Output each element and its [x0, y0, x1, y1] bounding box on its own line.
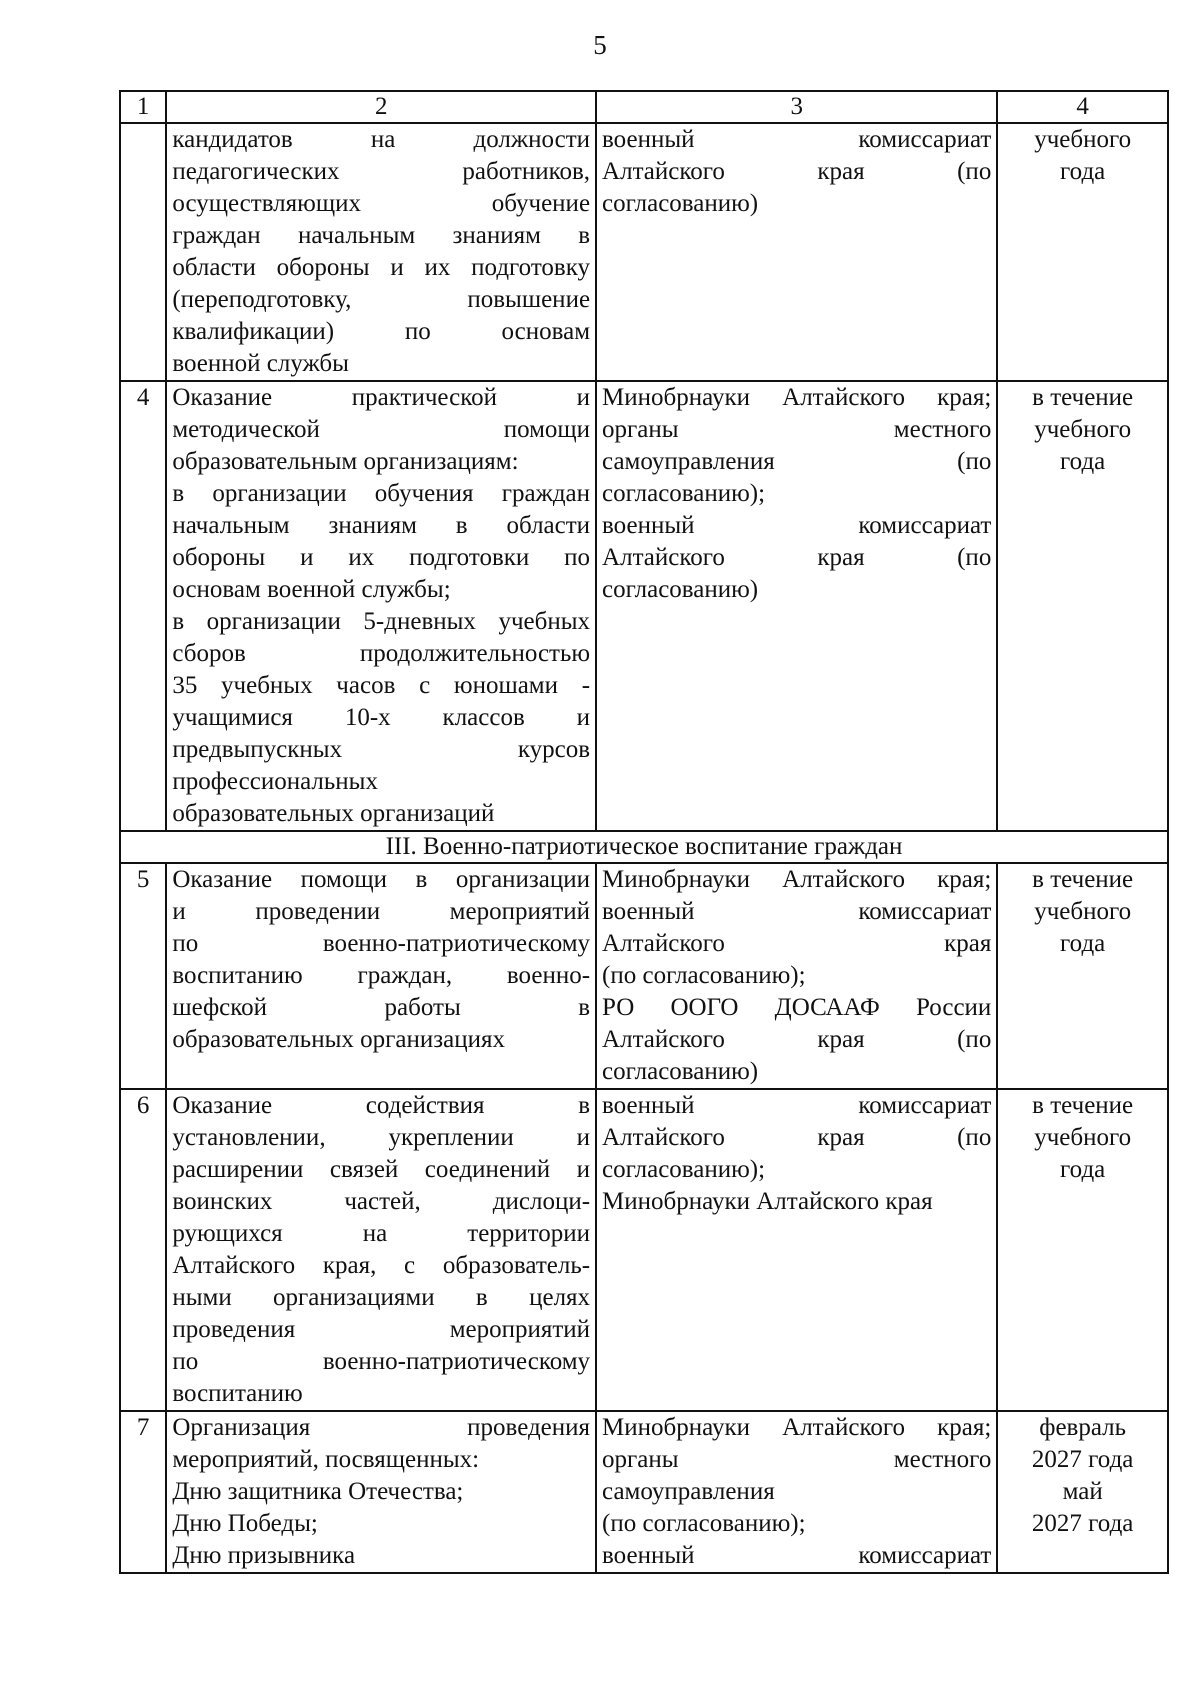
- activity-line: установлении, укреплении и: [172, 1124, 591, 1151]
- activity-line: обороны и их подготовки по: [172, 544, 591, 571]
- term-cell: [997, 863, 1168, 1089]
- row-number-cell: 7: [120, 1411, 166, 1573]
- header-cell-term: 4: [997, 91, 1168, 123]
- responsible-line: (по согласованию);: [602, 1510, 806, 1537]
- responsible-line: военный комиссариат: [602, 1092, 992, 1119]
- activity-line: учащимися 10-х классов и: [172, 704, 591, 731]
- responsible-line: согласованию): [602, 1058, 759, 1085]
- responsible-line: согласованию);: [602, 480, 766, 507]
- row-number-cell: 4: [120, 381, 166, 831]
- activity-cell: [166, 863, 596, 1089]
- responsible-line: согласованию);: [602, 1156, 766, 1183]
- term-cell: [997, 1089, 1168, 1411]
- activity-line: воинских частей, дислоци-: [172, 1188, 591, 1215]
- activity-line: граждан начальным знаниям в: [172, 222, 591, 249]
- term-line: 2027 года: [1031, 1446, 1134, 1473]
- term-cell: [997, 123, 1168, 381]
- term-cell: [997, 381, 1168, 831]
- term-line: учебного: [1034, 1124, 1132, 1151]
- activity-line: образовательных организаций: [172, 800, 495, 827]
- section-heading-row: [120, 831, 1168, 863]
- table-row: [120, 1411, 1168, 1573]
- activity-line: педагогических работников,: [172, 158, 591, 185]
- row-number-cell: [120, 123, 166, 381]
- responsible-line: Минобрнауки Алтайского края;: [602, 1414, 992, 1441]
- activity-line: воспитанию граждан, военно-: [172, 962, 591, 989]
- activity-line: Оказание практической и: [172, 384, 591, 411]
- activity-line: военной службы: [172, 350, 349, 377]
- activity-cell: [166, 1089, 596, 1411]
- term-line: года: [1060, 448, 1106, 475]
- responsible-cell: [596, 863, 997, 1089]
- responsible-cell: [596, 1411, 997, 1573]
- activity-line: кандидатов на должности: [172, 126, 591, 153]
- responsible-line: Алтайского края (по: [602, 158, 992, 185]
- activity-line: в организации 5-дневных учебных: [172, 608, 591, 635]
- term-line: в течение: [1032, 384, 1134, 411]
- responsible-line: Алтайского края (по: [602, 1124, 992, 1151]
- activity-line: сборов продолжительностью: [172, 640, 591, 667]
- responsible-line: РО ООГО ДОСААФ России: [602, 994, 992, 1021]
- term-line: года: [1060, 158, 1106, 185]
- term-line: года: [1060, 1156, 1106, 1183]
- responsible-line: Алтайского края (по: [602, 544, 992, 571]
- activity-line: в организации обучения граждан: [172, 480, 591, 507]
- activity-line: образовательных организациях: [172, 1026, 505, 1053]
- responsible-line: военный комиссариат: [602, 898, 992, 925]
- activity-line: 35 учебных часов с юношами -: [172, 672, 591, 699]
- activity-line: Организация проведения: [172, 1414, 591, 1441]
- activity-line: Алтайского края, с образователь-: [172, 1252, 591, 1279]
- table-row: [120, 1089, 1168, 1411]
- responsible-line: военный комиссариат: [602, 1542, 992, 1569]
- activity-line: образовательным организациям:: [172, 448, 519, 475]
- header-cell-activity: 2: [166, 91, 596, 123]
- activity-line: мероприятий, посвященных:: [172, 1446, 480, 1473]
- responsible-cell: [596, 1089, 997, 1411]
- activity-line: Дню защитника Отечества;: [172, 1478, 464, 1505]
- responsible-line: самоуправления (по: [602, 448, 992, 475]
- responsible-line: согласованию): [602, 576, 759, 603]
- term-line: учебного: [1034, 126, 1132, 153]
- term-line: учебного: [1034, 416, 1132, 443]
- activity-cell: [166, 123, 596, 381]
- responsible-line: (по согласованию);: [602, 962, 806, 989]
- plan-table-body: [120, 91, 1168, 1573]
- activity-line: Дню призывника: [172, 1542, 356, 1569]
- activity-line: квалификации) по основам: [172, 318, 591, 345]
- activity-line: профессиональных: [172, 768, 378, 795]
- responsible-line: Минобрнауки Алтайского края;: [602, 866, 992, 893]
- responsible-line: Алтайского края (по: [602, 1026, 992, 1053]
- responsible-cell: [596, 381, 997, 831]
- responsible-line: согласованию): [602, 190, 759, 217]
- responsible-line: органы местного: [602, 1446, 992, 1473]
- term-cell: [997, 1411, 1168, 1573]
- term-line: года: [1060, 930, 1106, 957]
- header-cell-number: 1: [120, 91, 166, 123]
- term-line: май: [1062, 1478, 1103, 1505]
- activity-cell: [166, 1411, 596, 1573]
- plan-table: [119, 90, 1169, 1574]
- activity-line: методической помощи: [172, 416, 591, 443]
- activity-line: (переподготовку, повышение: [172, 286, 591, 313]
- table-row: [120, 863, 1168, 1089]
- row-number-cell: 6: [120, 1089, 166, 1411]
- table-header-row: [120, 91, 1168, 123]
- activity-line: Оказание содействия в: [172, 1092, 591, 1119]
- responsible-line: органы местного: [602, 416, 992, 443]
- activity-line: шефской работы в: [172, 994, 591, 1021]
- section-heading: III. Военно-патриотическое воспитание граждан: [120, 831, 1168, 863]
- activity-line: расширении связей соединений и: [172, 1156, 591, 1183]
- activity-line: предвыпускных курсов: [172, 736, 591, 763]
- activity-line: по военно-патриотическому: [172, 930, 591, 957]
- activity-cell: [166, 381, 596, 831]
- table-row: [120, 123, 1168, 381]
- table-row: [120, 381, 1168, 831]
- responsible-line: самоуправления: [602, 1478, 775, 1505]
- activity-line: по военно-патриотическому: [172, 1348, 591, 1375]
- header-cell-responsible: 3: [596, 91, 997, 123]
- term-line: в течение: [1032, 866, 1134, 893]
- activity-line: рующихся на территории: [172, 1220, 591, 1247]
- term-line: февраль: [1039, 1414, 1127, 1441]
- activity-line: Дню Победы;: [172, 1510, 318, 1537]
- row-number-cell: 5: [120, 863, 166, 1089]
- activity-line: начальным знаниям в области: [172, 512, 591, 539]
- activity-line: области обороны и их подготовку: [172, 254, 591, 281]
- term-line: в течение: [1032, 1092, 1134, 1119]
- activity-line: и проведении мероприятий: [172, 898, 591, 925]
- term-line: учебного: [1034, 898, 1132, 925]
- activity-line: осуществляющих обучение: [172, 190, 591, 217]
- responsible-line: военный комиссариат: [602, 126, 992, 153]
- responsible-line: военный комиссариат: [602, 512, 992, 539]
- term-line: 2027 года: [1031, 1510, 1134, 1537]
- responsible-line: Минобрнауки Алтайского края;: [602, 384, 992, 411]
- responsible-line: Минобрнауки Алтайского края: [602, 1188, 933, 1215]
- activity-line: проведения мероприятий: [172, 1316, 591, 1343]
- responsible-line: Алтайского края: [602, 930, 992, 957]
- page-number: 5: [593, 30, 607, 60]
- activity-line: Оказание помощи в организации: [172, 866, 591, 893]
- activity-line: воспитанию: [172, 1380, 303, 1407]
- activity-line: ными организациями в целях: [172, 1284, 591, 1311]
- activity-line: основам военной службы;: [172, 576, 451, 603]
- responsible-cell: [596, 123, 997, 381]
